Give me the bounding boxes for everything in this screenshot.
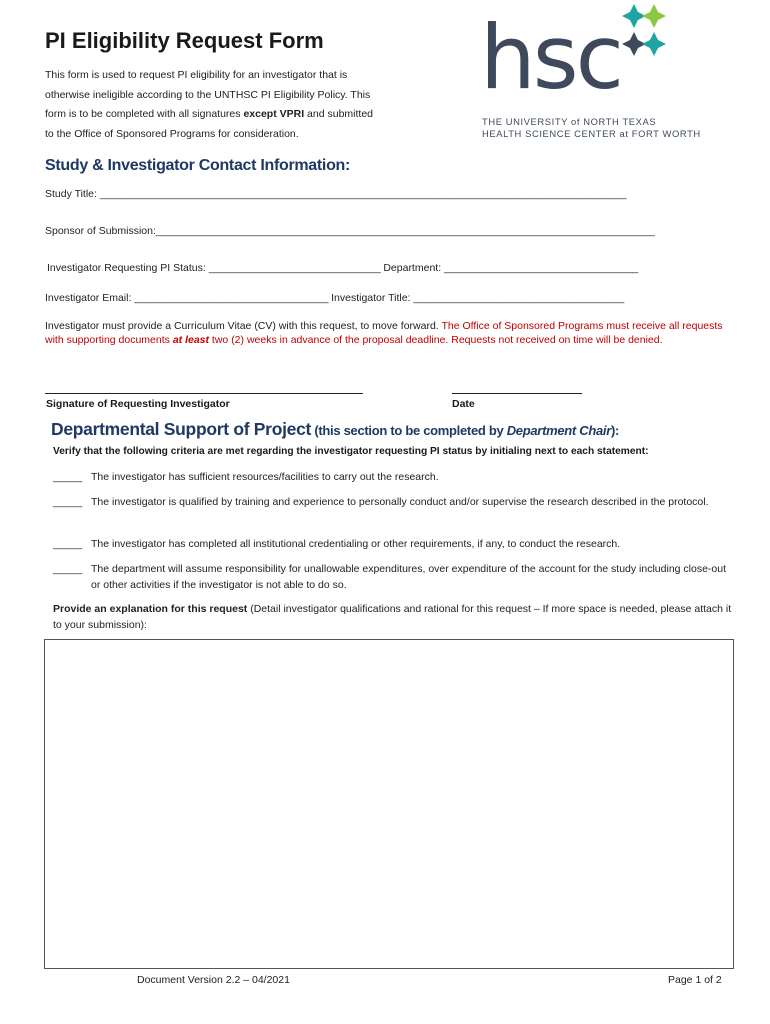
study-title-blank[interactable]: _______________________________________________________________________________________________ — [99, 188, 627, 200]
logo-wordmark: hsc — [480, 6, 622, 109]
investigator-title-label: Investigator Title: — [328, 292, 414, 304]
deadline-warning-part-2: two (2) weeks in advance of the proposal deadline. Requests not received on time will be denied. — [209, 333, 663, 346]
criterion-item — [53, 536, 733, 552]
sponsor-field[interactable] — [45, 225, 654, 237]
email-blank[interactable]: ___________________________________ — [134, 292, 329, 304]
date-line[interactable] — [452, 393, 582, 394]
page-number: Page 1 of 2 — [668, 974, 722, 986]
criterion-item — [53, 561, 733, 593]
pi-status-label: Investigator Requesting PI Status: — [47, 262, 209, 274]
deadline-warning-part-1: The Office of Sponsored Programs must receive all requests with supporting documents — [45, 320, 723, 346]
explanation-prompt — [53, 601, 733, 633]
logo-line-2: HEALTH SCIENCE CENTER at FORT WORTH — [482, 128, 701, 139]
intro-line-4: to the Office of Sponsored Programs for consideration. — [45, 127, 299, 140]
department-blank[interactable]: ___________________________________ — [444, 262, 638, 274]
initial-blank[interactable]: _____ — [53, 496, 83, 508]
criterion-text: The investigator has sufficient resources/facilities to carry out the research. — [91, 471, 439, 483]
star-diamonds-icon — [614, 2, 674, 62]
intro-line-1: This form is used to request PI eligibility for an investigator that is — [45, 69, 348, 81]
department-heading-note-2: ): — [611, 423, 620, 438]
department-heading-text: Departmental Support of Project — [51, 419, 312, 439]
explanation-prompt-bold: Provide an explanation for this request — [53, 603, 248, 615]
study-title-field[interactable] — [45, 188, 626, 200]
cv-notice-text: Investigator must provide a Curriculum Vitae (CV) with this request, to move forward. — [45, 320, 442, 332]
criterion-text: The department will assume responsibility for unallowable expenditures, over expenditure of the account for the study including close-out or other activities if the investigator is not able to do so. — [91, 563, 727, 591]
hsc-logo — [478, 2, 718, 142]
initial-blank[interactable]: _____ — [53, 563, 83, 575]
intro-line-3a: form is to be completed with all signatures — [45, 108, 244, 120]
department-heading-note-1: (this section to be completed by — [311, 423, 507, 438]
pi-status-blank[interactable]: _______________________________ — [208, 262, 381, 274]
signature-label: Signature of Requesting Investigator — [46, 398, 230, 410]
initial-blank[interactable]: _____ — [53, 471, 83, 483]
intro-line-2: otherwise ineligible according to the UNTHSC PI Eligibility Policy. This — [45, 88, 371, 101]
study-title-label: Study Title: — [45, 188, 100, 200]
logo-line-1: THE UNIVERSITY of NORTH TEXAS — [482, 116, 657, 127]
criterion-item — [53, 494, 733, 526]
initial-blank[interactable]: _____ — [53, 538, 83, 550]
signature-line[interactable] — [45, 393, 363, 394]
criterion-text: The investigator is qualified by training and experience to personally conduct and/or supervise the research described in the protocol. — [91, 496, 709, 508]
explanation-textbox[interactable] — [44, 639, 734, 969]
department-label: Department: — [380, 262, 445, 274]
document-version: Document Version 2.2 – 04/2021 — [137, 974, 290, 986]
deadline-emphasis: at least — [172, 333, 210, 346]
email-title-row — [45, 292, 624, 304]
intro-emphasis: except VPRI — [243, 108, 305, 120]
sponsor-blank[interactable]: __________________________________________________________________________________________ — [155, 225, 655, 237]
investigator-title-blank[interactable]: ______________________________________ — [413, 292, 624, 304]
contact-section-heading: Study & Investigator Contact Information: — [45, 157, 351, 174]
cv-notice — [45, 320, 725, 347]
status-department-row — [47, 262, 638, 274]
criterion-item — [53, 469, 733, 485]
sponsor-label: Sponsor of Submission: — [45, 225, 156, 237]
email-label: Investigator Email: — [45, 292, 135, 304]
criterion-text: The investigator has completed all institutional credentialing or other requirements, if any, to conduct the research. — [91, 538, 621, 550]
department-heading-note — [311, 423, 619, 438]
department-chair-emphasis: Department Chair — [506, 423, 611, 438]
department-section-heading — [51, 419, 619, 440]
date-label: Date — [452, 398, 475, 410]
intro-paragraph — [45, 66, 425, 144]
explanation-prompt-detail: (Detail investigator qualifications and rational for this request – If more space is needed, please attach it to your submission): — [53, 603, 732, 631]
intro-line-3c: and submitted — [304, 108, 374, 120]
verify-instructions: Verify that the following criteria are met regarding the investigator requesting PI status by initialing next to each statement: — [53, 446, 649, 457]
page-title: PI Eligibility Request Form — [45, 28, 324, 53]
